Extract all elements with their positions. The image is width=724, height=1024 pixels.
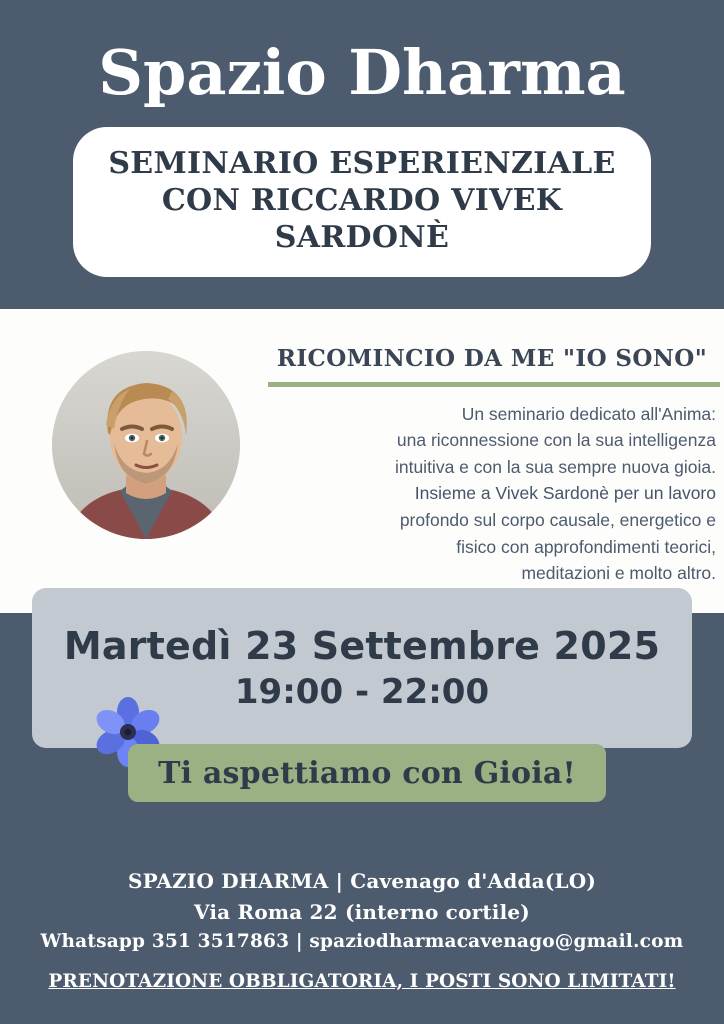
paragraph-line-5: profondo sul corpo causale, energetico e	[399, 510, 716, 531]
paragraph-line-6: fisico con approfondimenti teorici,	[456, 536, 716, 557]
subtitle-card	[73, 127, 651, 277]
section-heading: RICOMINCIO DA ME "IO SONO"	[276, 344, 708, 372]
event-date: Martedì 23 Settembre 2025	[63, 624, 661, 668]
heading-divider	[268, 382, 720, 387]
event-time: 19:00 - 22:00	[234, 671, 490, 712]
avatar	[52, 351, 240, 539]
poster-footer	[0, 838, 724, 1024]
footer-address: Via Roma 22 (interno cortile)	[194, 900, 530, 924]
intro-text	[240, 335, 724, 587]
intro-row	[0, 335, 724, 587]
subtitle-line-2: CON RICCARDO VIVEK SARDONÈ	[161, 183, 563, 256]
footer-contact: Whatsapp 351 3517863 | spaziodharmacavenago@gmail.com	[40, 931, 684, 952]
paragraph-line-4: Insieme a Vivek Sardonè per un lavoro	[414, 483, 716, 504]
footer-venue: SPAZIO DHARMA | Cavenago d'Adda(LO)	[127, 869, 597, 893]
content-panel	[0, 309, 724, 613]
brand-title: Spazio Dharma	[98, 36, 626, 109]
intro-paragraph	[268, 401, 720, 587]
portrait-image	[52, 351, 240, 539]
poster-header	[0, 0, 724, 277]
cta-text: Ti aspettiamo con Gioia!	[158, 755, 576, 791]
subtitle-line-1: SEMINARIO ESPERIENZIALE	[108, 146, 616, 182]
paragraph-line-3: intuitiva e con la sua sempre nuova gioia.	[394, 456, 716, 477]
paragraph-line-7: meditazioni e molto altro.	[521, 563, 716, 584]
paragraph-line-2: una riconnessione con la sua intelligenza	[396, 430, 716, 451]
paragraph-line-1: Un seminario dedicato all'Anima:	[461, 403, 716, 424]
footer-note: PRENOTAZIONE OBBLIGATORIA, I POSTI SONO LIMITATI!	[48, 970, 676, 992]
cta-banner	[128, 744, 606, 802]
